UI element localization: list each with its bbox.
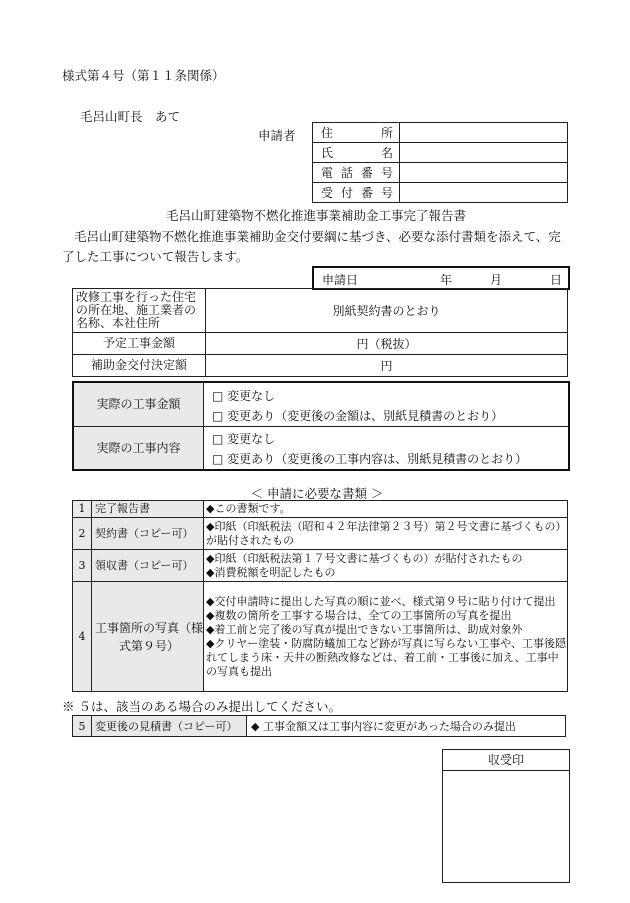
actual-content-label: 実際の工事内容 — [74, 427, 204, 469]
applicant-label: 申請者 — [258, 128, 296, 143]
applicant-receipt-no-field[interactable] — [400, 183, 568, 203]
planned-cost-label: 予定工事金額 — [73, 333, 206, 355]
doc-description-line: ◆印紙（印紙税法第１７号文書に基づくもの）が貼付されたもの — [206, 551, 523, 565]
doc-description-line: ◆消費税額を明記したもの — [206, 565, 336, 579]
doc-description — [204, 550, 568, 582]
required-docs-heading: ＜ 申請に必要な書類 ＞ — [250, 486, 384, 501]
doc-description-line: ◆交付申請時に提出した写真の順に並べ、様式第９号に貼り付けて提出 — [206, 594, 556, 608]
doc-number: 5 — [73, 716, 92, 737]
actual-content-changed-checkbox[interactable]: □ 変更あり（変更後の工事内容は、別紙見積書のとおり） — [212, 452, 528, 466]
actual-cost-label: 実際の工事金額 — [74, 383, 204, 426]
doc-description: ◆この書類です。 — [204, 501, 568, 518]
applicant-name-field[interactable] — [400, 143, 568, 163]
form-number: 様式第４号（第１１条関係） — [62, 68, 225, 83]
doc-description — [204, 582, 568, 692]
actual-cost-row — [74, 383, 568, 427]
doc-number: 2 — [73, 518, 92, 550]
doc-name: 完了報告書 — [92, 501, 204, 518]
doc-description-line: ◆クリヤー塗装・防腐防蟻加工など跡が写真に写らない工事や、工事後隠れてしまう床・天井の断熱改修などは、着工前・工事後に加え、工事中の写真も提出 — [206, 636, 567, 678]
application-date-box[interactable] — [312, 266, 570, 290]
grant-amount-label: 補助金交付決定額 — [73, 355, 206, 377]
document-title: 毛呂山町建築物不燃化推進事業補助金工事完了報告書 — [165, 208, 466, 223]
doc-number: 1 — [73, 501, 92, 518]
receipt-stamp-box — [442, 749, 570, 883]
applicant-address-label: 住 所 — [313, 123, 400, 143]
site-info-value: 別紙契約書のとおり — [206, 289, 568, 333]
applicant-name-label: 氏 名 — [313, 143, 400, 163]
applicant-receipt-no-label: 受付番号 — [313, 183, 400, 203]
doc-number: 3 — [73, 550, 92, 582]
date-day: 日 — [550, 273, 563, 287]
doc-description-line: ◆着工前と完了後の写真が提出できない工事箇所は、助成対象外 — [206, 622, 523, 636]
optional-doc-table — [72, 715, 566, 737]
optional-doc-note: ※ ５は、該当のある場合のみ提出してください。 — [62, 699, 341, 714]
intro-text: 毛呂山町建築物不燃化推進事業補助金交付要綱に基づき、必要な添付書類を添えて、完了した工事について報告します。 — [62, 229, 561, 264]
actual-work-box — [72, 381, 570, 471]
doc-number: 4 — [73, 582, 92, 692]
construction-info-table — [72, 288, 568, 377]
date-year: 年 — [440, 273, 453, 287]
addressee: 毛呂山町長 あて — [80, 109, 181, 124]
applicant-phone-field[interactable] — [400, 163, 568, 183]
required-docs-table — [72, 500, 568, 692]
doc-name: 領収書（コピー可） — [92, 550, 204, 582]
applicant-table — [312, 122, 568, 203]
actual-cost-no-change-checkbox[interactable]: □ 変更なし — [212, 389, 276, 403]
actual-cost-changed-checkbox[interactable]: □ 変更あり（変更後の金額は、別紙見積書のとおり） — [212, 409, 504, 423]
receipt-stamp-label: 収受印 — [443, 750, 569, 771]
applicant-phone-label: 電話番号 — [313, 163, 400, 183]
planned-cost-value[interactable]: 円（税抜） — [206, 333, 568, 355]
doc-description-line: ◆複数の箇所を工事する場合は、全ての工事箇所の写真を提出 — [206, 608, 512, 622]
actual-content-row — [74, 427, 568, 469]
doc-name: 契約書（コピー可） — [92, 518, 204, 550]
applicant-address-field[interactable] — [400, 123, 568, 143]
doc-name: 工事箇所の写真（様式第９号） — [92, 582, 204, 692]
doc-description: ◆印紙（印紙税法（昭和４２年法律第２３号）第２号文書に基づくもの）が貼付されたもの — [204, 518, 568, 550]
actual-content-no-change-checkbox[interactable]: □ 変更なし — [212, 432, 276, 446]
doc-name: 変更後の見積書（コピー可） — [92, 716, 247, 737]
date-month: 月 — [490, 273, 503, 287]
doc-description: ◆ 工事金額又は工事内容に変更があった場合のみ提出 — [247, 716, 566, 737]
date-label: 申請日 — [322, 273, 359, 287]
grant-amount-value[interactable]: 円 — [206, 355, 568, 377]
site-info-label: 改修工事を行った住宅の所在地、施工業者の名称、本社住所 — [73, 289, 206, 333]
